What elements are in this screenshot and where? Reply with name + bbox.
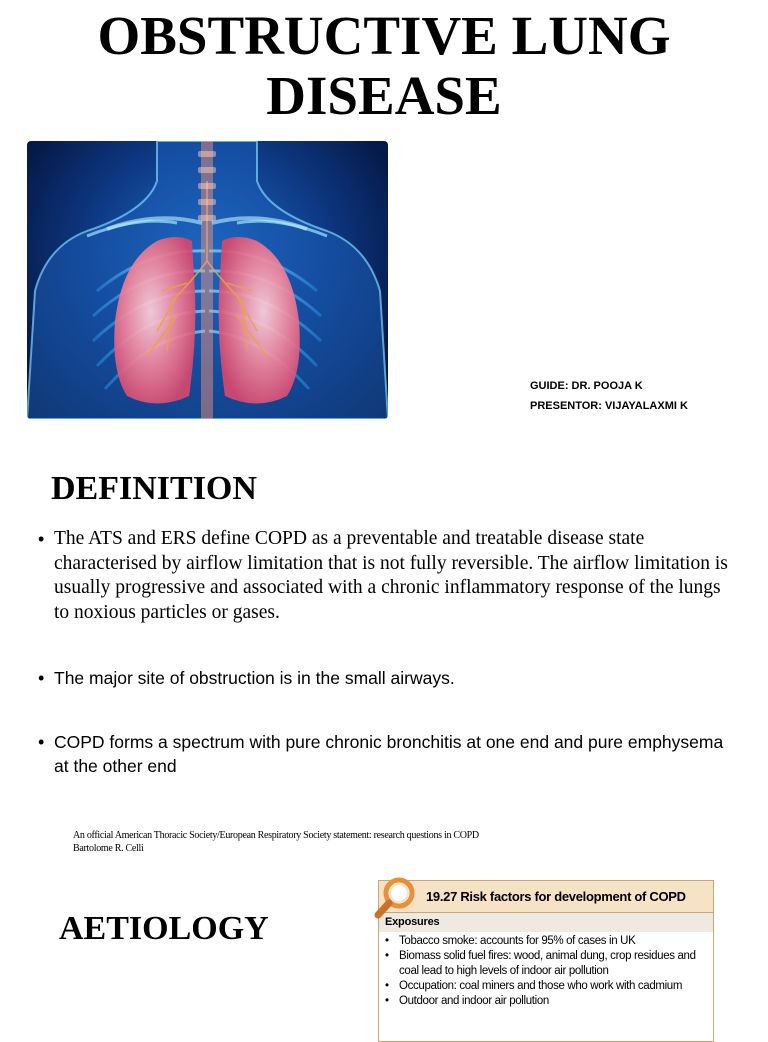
definition-bullet-1: • The ATS and ERS define COPD as a preventable and treatable disease state characterised by airflow limitation that is not fully reversible. The airflow limitation is usually progressive and associated with a chronic inflammatory response of the lungs to noxious particles or gases. (38, 527, 738, 625)
risk-box-header (379, 881, 713, 913)
page-title: OBSTRUCTIVE LUNG DISEASE (97, 5, 671, 126)
risk-factor-item: • Tobacco smoke: accounts for 95% of cases in UK (385, 934, 713, 949)
presentor-credit: PRESENTOR: VIJAYALAXMI K (530, 400, 688, 412)
risk-box-title: 19.27 Risk factors for development of COPD (426, 889, 686, 904)
lungs-illustration (27, 141, 388, 419)
risk-box-subheading: Exposures (379, 913, 713, 932)
risk-factors-box (378, 880, 714, 1042)
definition-bullets (38, 527, 738, 778)
magnifier-icon (373, 873, 421, 921)
guide-credit: GUIDE: DR. POOJA K (530, 380, 643, 392)
risk-factor-item: • Outdoor and indoor air pollution (385, 994, 713, 1009)
lungs-xray-illustration-icon (27, 141, 388, 419)
definition-bullet-2: • The major site of obstruction is in the small airways. (38, 666, 738, 690)
citation-author: Bartolome R. Celli (73, 843, 144, 854)
risk-factor-list (379, 932, 713, 1009)
aetiology-heading: AETIOLOGY (59, 910, 269, 947)
definition-heading: DEFINITION (51, 470, 257, 507)
definition-bullet-3: • COPD forms a spectrum with pure chronic bronchitis at one end and pure emphysema at the other end (38, 730, 738, 778)
risk-factor-item: • Occupation: coal miners and those who work with cadmium (385, 979, 713, 994)
presentation-credits (530, 376, 688, 416)
risk-factor-item: • Biomass solid fuel fires: wood, animal dung, crop residues and coal lead to high levels of indoor air pollution (385, 949, 713, 979)
citation (73, 829, 479, 855)
citation-title: An official American Thoracic Society/European Respiratory Society statement: research questions in COPD (73, 830, 479, 841)
